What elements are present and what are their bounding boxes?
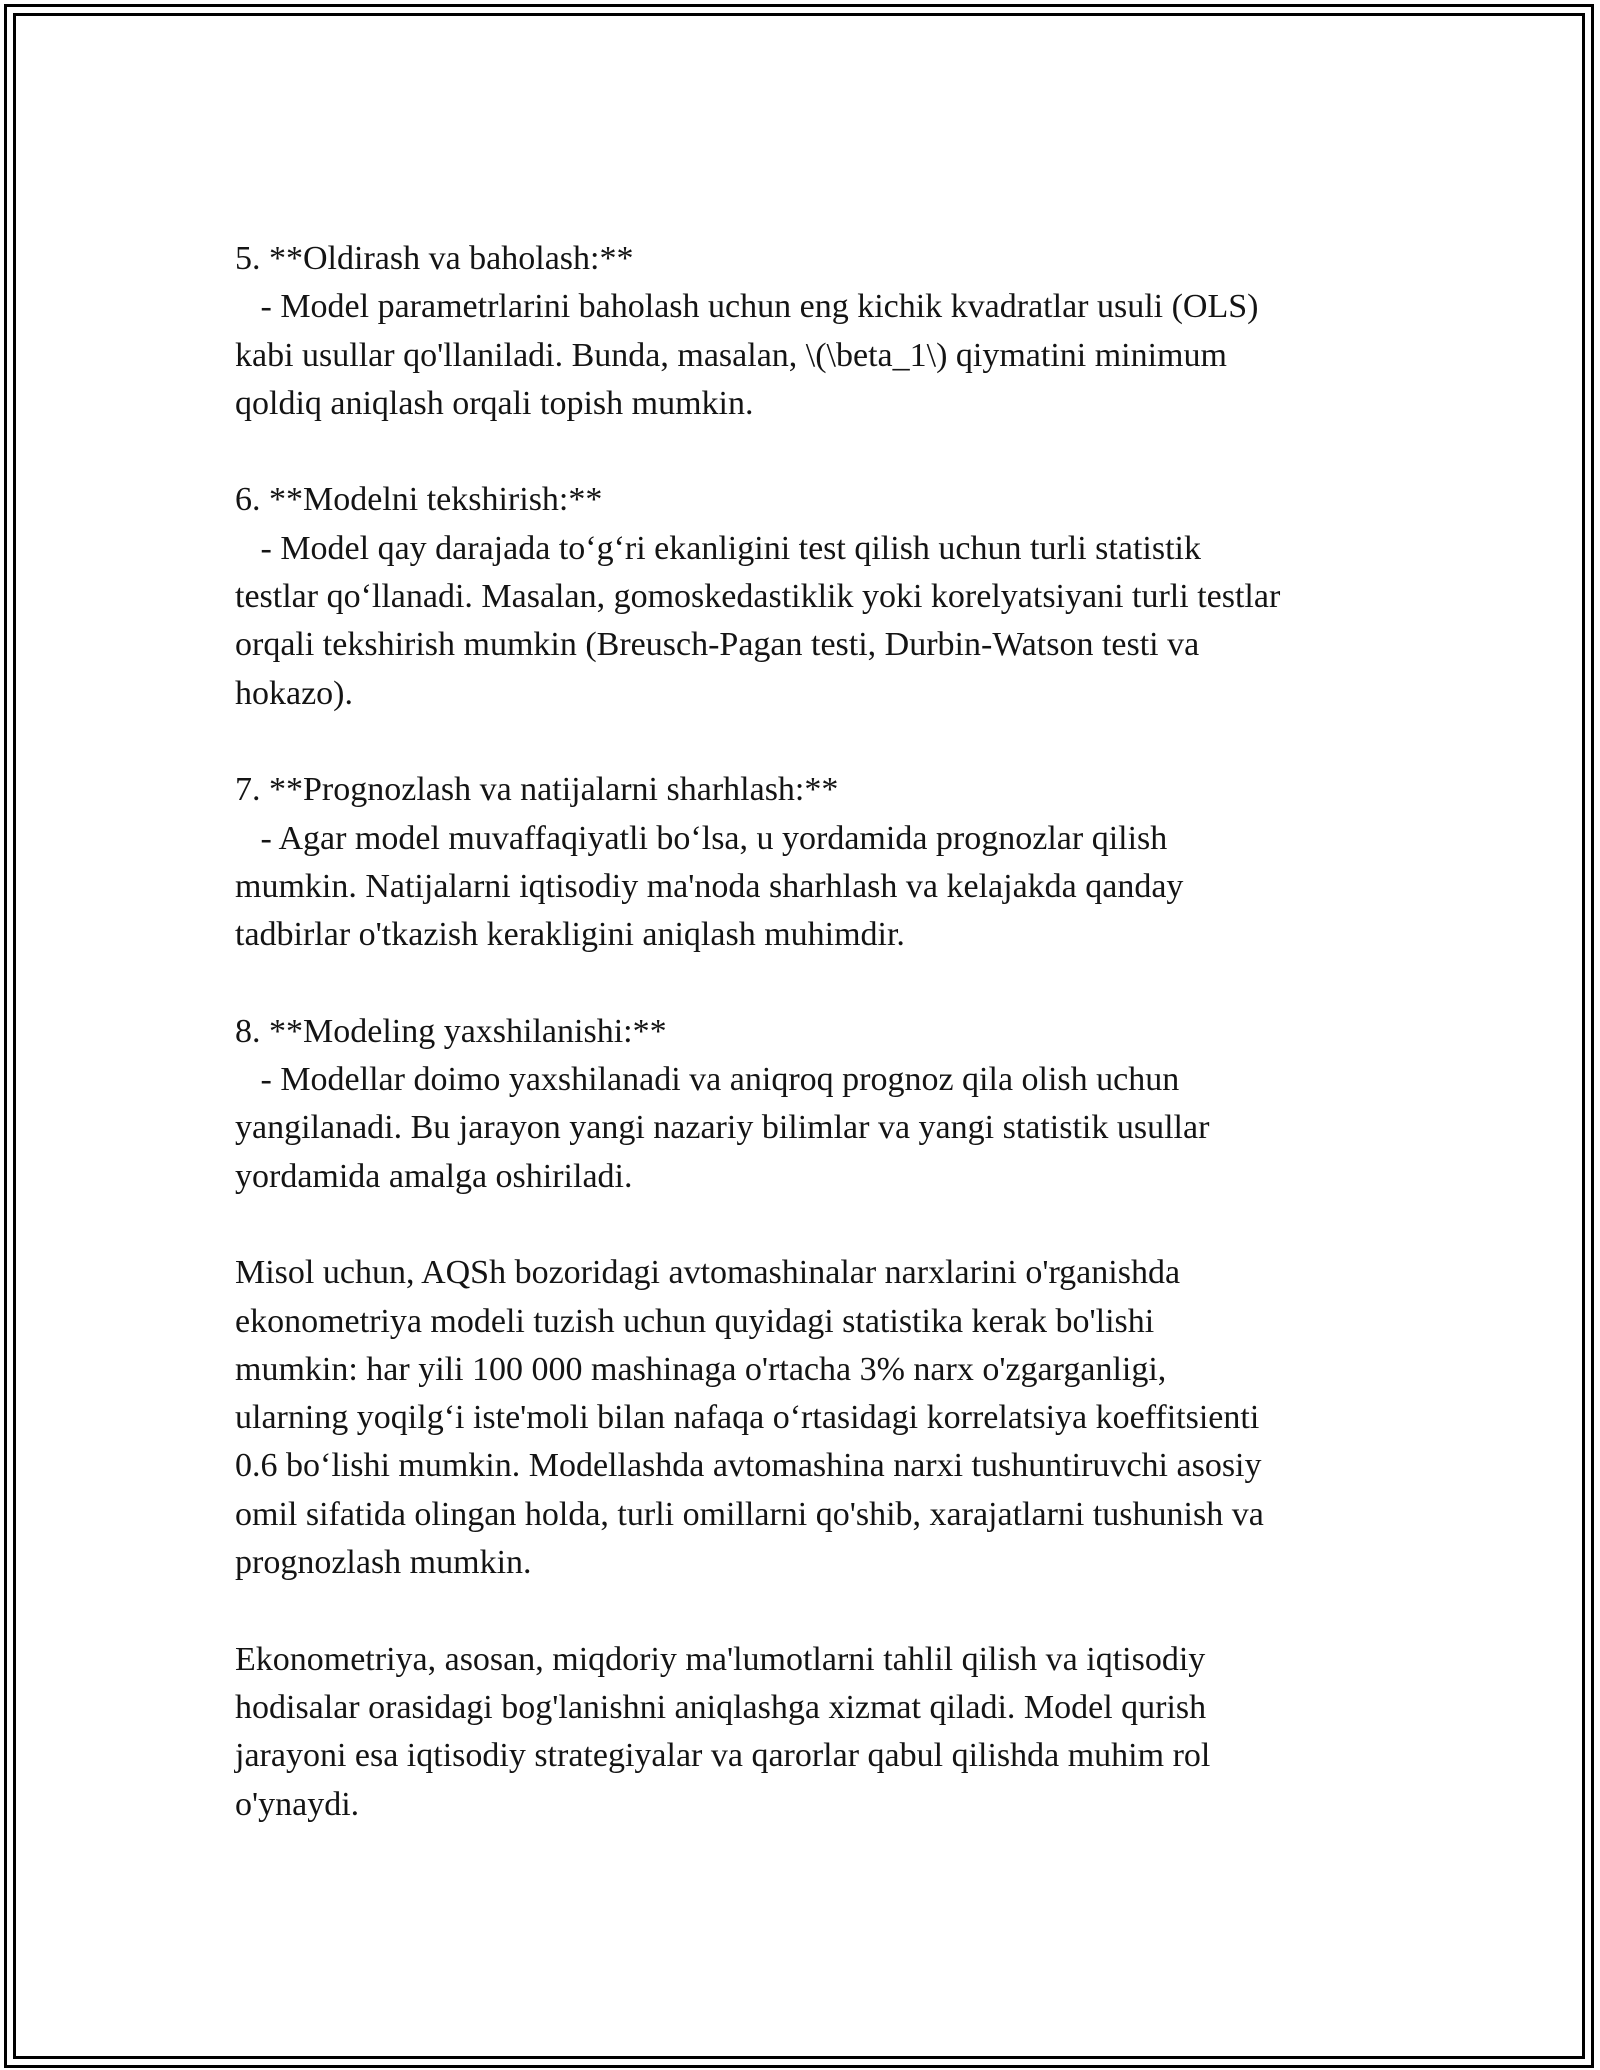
text-line: 0.6 bo‘lishi mumkin. Modellashda avtomashina narxi tushuntiruvchi asosiy: [235, 1447, 1262, 1485]
text-line: - Model parametrlarini baholash uchun eng kichik kvadratlar usuli (OLS): [235, 288, 1259, 326]
text-line: yangilanadi. Bu jarayon yangi nazariy bilimlar va yangi statistik usullar: [235, 1109, 1210, 1147]
text-line: jarayoni esa iqtisodiy strategiyalar va qarorlar qabul qilishda muhim rol: [235, 1737, 1211, 1775]
text-line: qoldiq aniqlash orqali topish mumkin.: [235, 384, 754, 422]
text-line: - Model qay darajada to‘g‘ri ekanligini test qilish uchun turli statistik: [235, 529, 1201, 567]
text-line: omil sifatida olingan holda, turli omillarni qo'shib, xarajatlarni tushunish va: [235, 1495, 1264, 1533]
text-line: tadbirlar o'tkazish kerakligini aniqlash muhimdir.: [235, 916, 905, 954]
section-8-modeling-yaxshilanishi: [235, 1008, 1395, 1201]
section-heading: 8. **Modeling yaxshilanishi:**: [235, 1012, 667, 1050]
text-line: testlar qo‘llanadi. Masalan, gomoskedastiklik yoki korelyatsiyani turli testlar: [235, 578, 1281, 616]
example-paragraph: [235, 1249, 1395, 1587]
section-heading: 6. **Modelni tekshirish:**: [235, 481, 603, 519]
text-line: - Modellar doimo yaxshilanadi va aniqroq prognoz qila olish uchun: [235, 1061, 1180, 1099]
text-line: - Agar model muvaffaqiyatli bo‘lsa, u yordamida prognozlar qilish: [235, 819, 1168, 857]
text-line: hodisalar orasidagi bog'lanishni aniqlashga xizmat qiladi. Model qurish: [235, 1688, 1207, 1726]
text-line: kabi usullar qo'llaniladi. Bunda, masalan, \(\beta_1\) qiymatini minimum: [235, 336, 1227, 374]
conclusion-paragraph: [235, 1636, 1395, 1829]
text-line: prognozlash mumkin.: [235, 1544, 532, 1582]
section-5-oldirash-va-baholash: [235, 235, 1395, 428]
text-line: Ekonometriya, asosan, miqdoriy ma'lumotlarni tahlil qilish va iqtisodiy: [235, 1640, 1206, 1678]
section-heading: 7. **Prognozlash va natijalarni sharhlash:**: [235, 771, 839, 809]
text-line: ekonometriya modeli tuzish uchun quyidagi statistika kerak bo'lishi: [235, 1302, 1155, 1340]
text-line: o'ynaydi.: [235, 1785, 360, 1823]
section-7-prognozlash: [235, 766, 1395, 959]
text-line: yordamida amalga oshiriladi.: [235, 1157, 633, 1195]
text-line: orqali tekshirish mumkin (Breusch-Pagan testi, Durbin-Watson testi va: [235, 626, 1200, 664]
document-body: [235, 235, 1395, 1877]
section-6-modelni-tekshirish: [235, 476, 1395, 717]
text-line: ularning yoqilg‘i iste'moli bilan nafaqa o‘rtasidagi korrelatsiya koeffitsienti: [235, 1399, 1260, 1437]
text-line: hokazo).: [235, 674, 354, 712]
text-line: mumkin. Natijalarni iqtisodiy ma'noda sharhlash va kelajakda qanday: [235, 867, 1184, 905]
text-line: Misol uchun, AQSh bozoridagi avtomashinalar narxlarini o'rganishda: [235, 1254, 1181, 1292]
text-line: mumkin: har yili 100 000 mashinaga o'rtacha 3% narx o'zgarganligi,: [235, 1350, 1167, 1388]
section-heading: 5. **Oldirash va baholash:**: [235, 240, 634, 277]
